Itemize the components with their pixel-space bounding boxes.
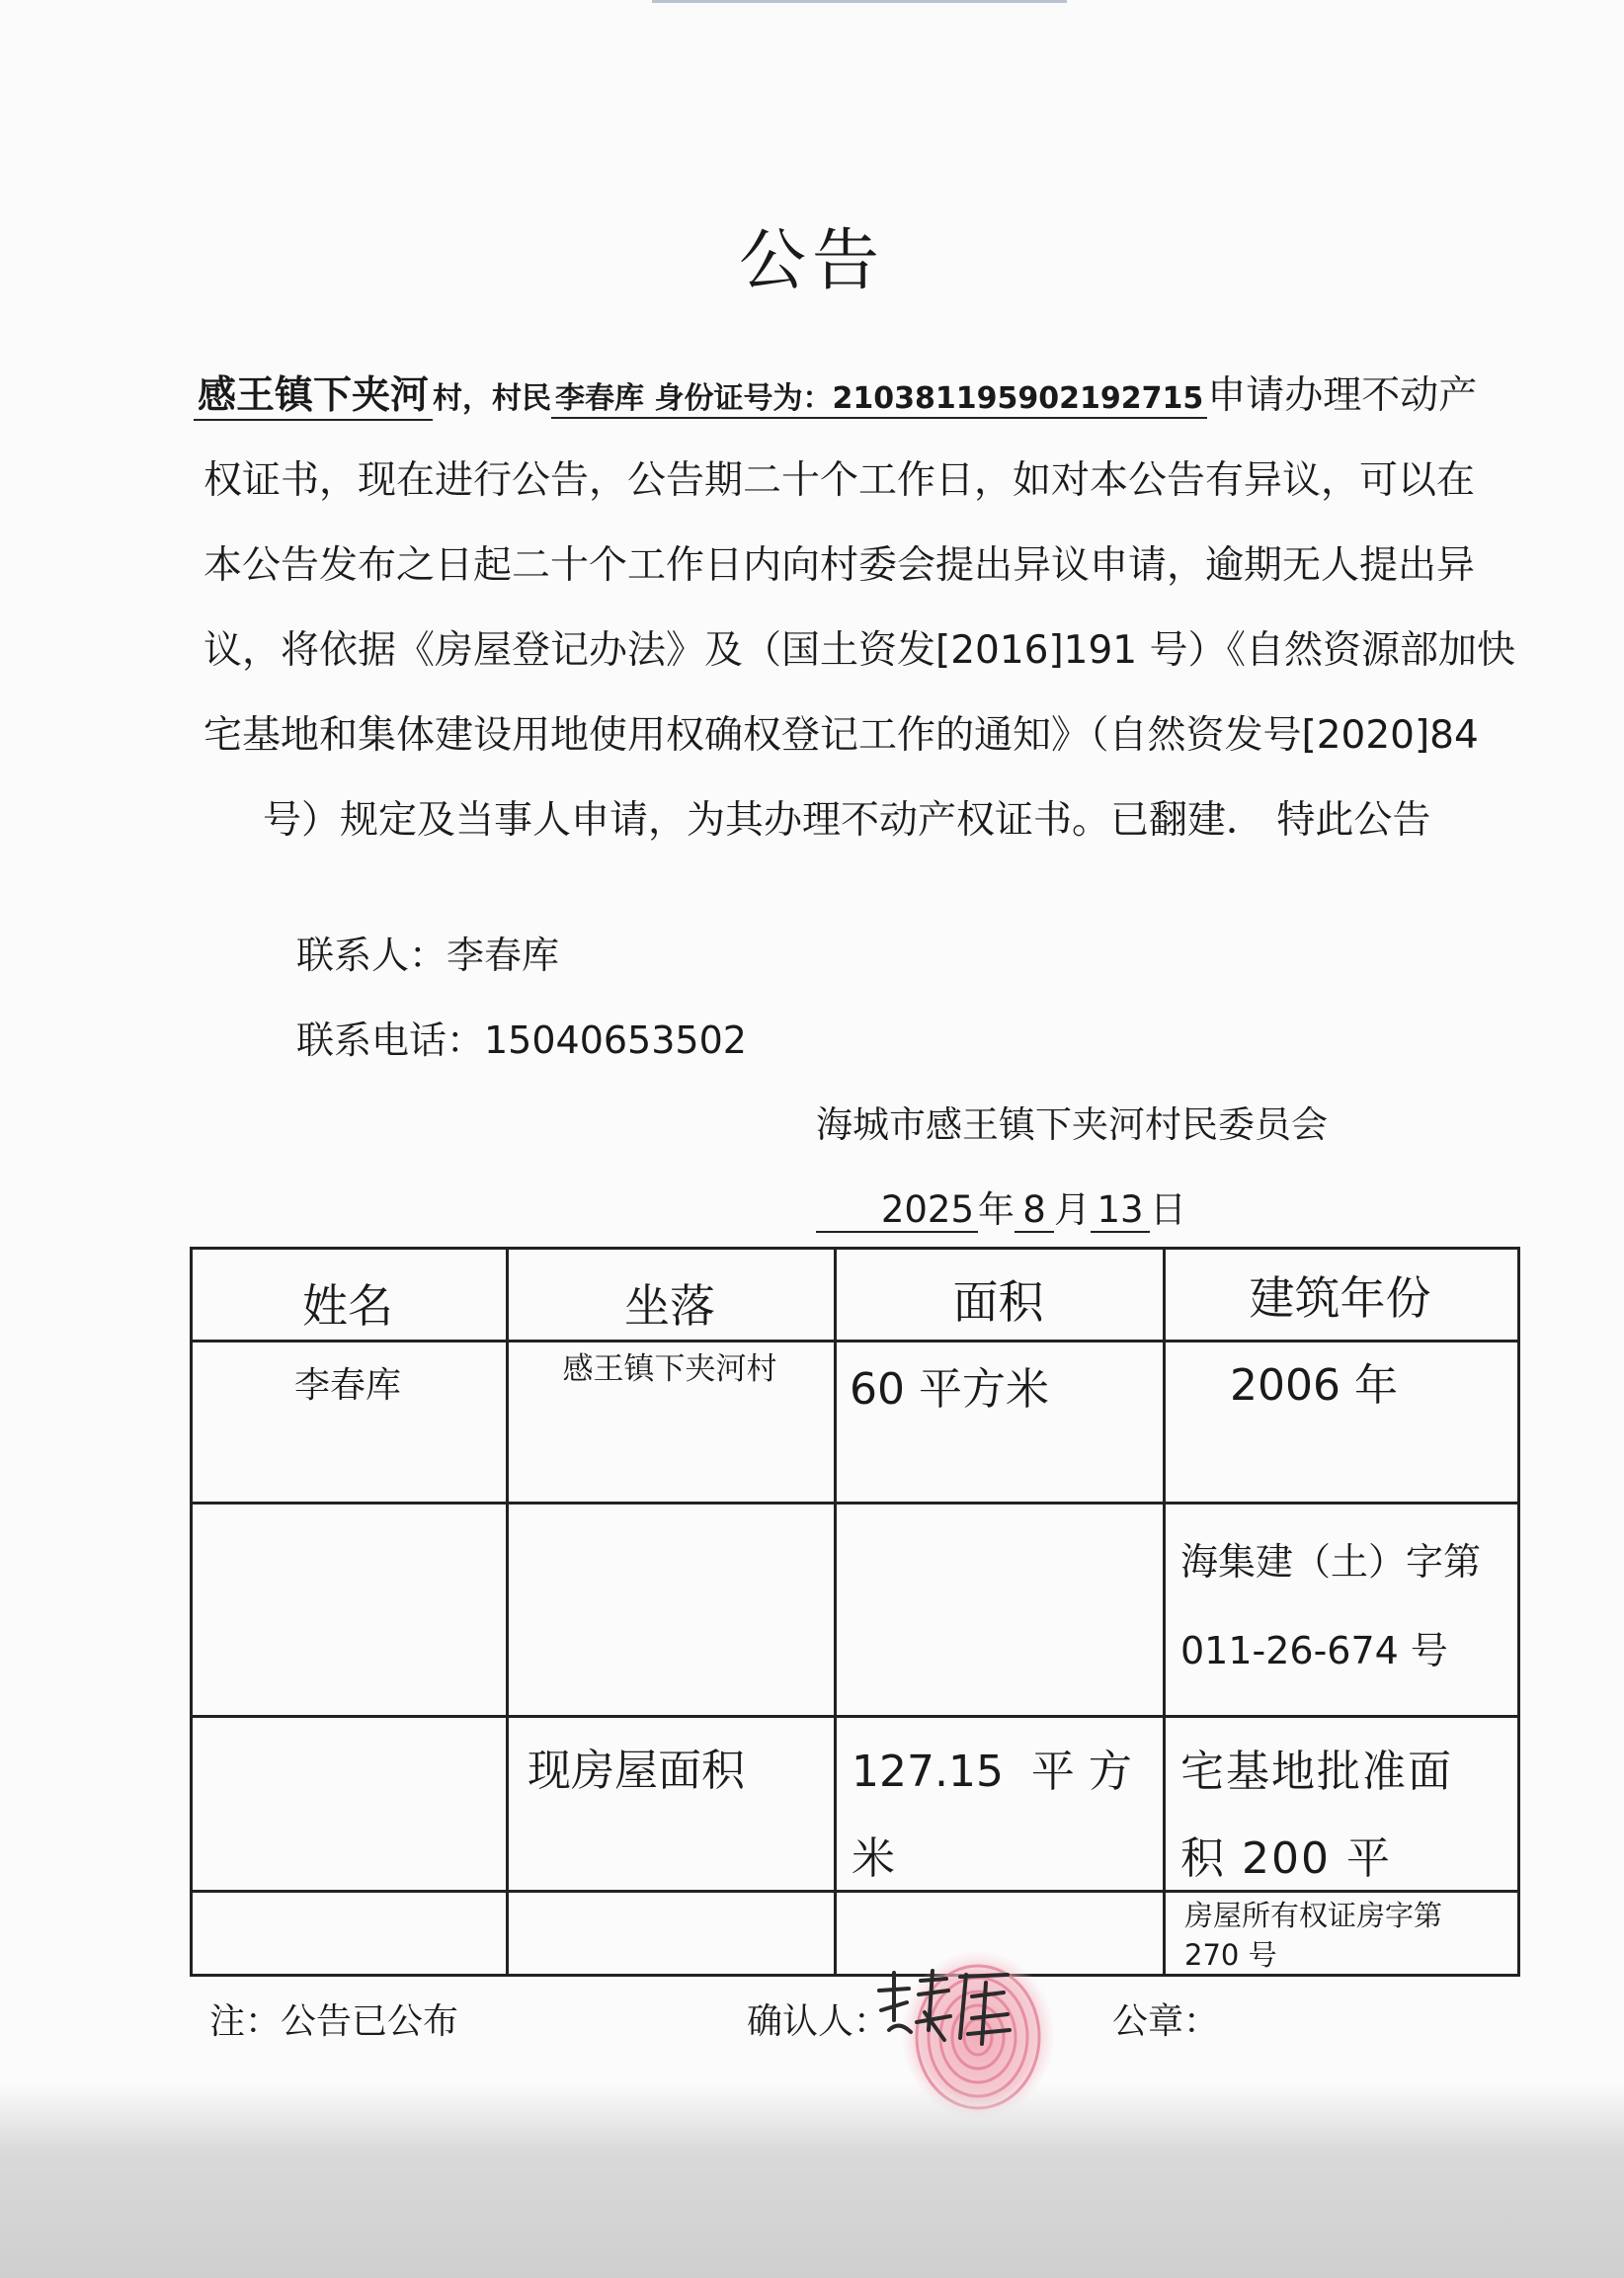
current-area-line-1: 127.15 平 方	[852, 1747, 1132, 1797]
body-line-6: 号）规定及当事人申请，为其办理不动产权证书。已翻建． 特此公告	[263, 798, 1431, 843]
body-line-2: 权证书，现在进行公告，公告期二十个工作日，如对本公告有异议，可以在	[203, 458, 1476, 503]
approved-area-line-2: 积 200 平	[1180, 1833, 1392, 1884]
id-number: 210381195902192715	[832, 381, 1204, 416]
cell-current-area-label: 现房屋面积	[506, 1715, 837, 1893]
issuer-name: 海城市感王镇下夹河村民委员会	[816, 1103, 1328, 1146]
cell-land-cert	[1163, 1502, 1520, 1718]
resident-name: 李春库	[555, 381, 645, 416]
header-area: 面积	[834, 1247, 1166, 1342]
cell-empty-r3c1	[190, 1715, 509, 1893]
notice-title: 公告	[738, 222, 885, 300]
cell-empty-r4c1	[190, 1890, 509, 1977]
cell-approved-area	[1163, 1715, 1520, 1893]
seal-label: 公章：	[1112, 2001, 1220, 2042]
cell-current-area-value	[834, 1715, 1166, 1893]
cell-empty-r2c2	[506, 1502, 837, 1718]
village-name: 感王镇下夹河	[194, 373, 433, 421]
cell-empty-r4c2	[506, 1890, 837, 1977]
cell-owner-name: 李春库	[190, 1340, 509, 1505]
header-name: 姓名	[190, 1247, 509, 1342]
header-build-year: 建筑年份	[1163, 1247, 1520, 1342]
resident-and-id	[551, 381, 1207, 419]
cell-ownership-cert	[1163, 1890, 1520, 1977]
date-year: 2025	[816, 1188, 978, 1233]
cell-location: 感王镇下夹河村	[506, 1340, 837, 1505]
confirmer-label: 确认人：	[747, 2001, 890, 2042]
cell-empty-r2c1	[190, 1502, 509, 1718]
land-cert-line-2: 011-26-674 号	[1180, 1629, 1448, 1672]
ownership-cert-line-1: 房屋所有权证房字第	[1184, 1899, 1443, 1932]
body-line-1	[194, 354, 1477, 442]
footer-note: 注：公告已公布	[209, 2001, 459, 2042]
scan-shadow	[0, 2084, 1624, 2278]
date-day: 13	[1091, 1188, 1150, 1233]
approved-area-line-1: 宅基地批准面	[1180, 1747, 1453, 1797]
handwritten-signature-icon	[869, 1961, 1017, 2050]
current-area-line-2: 米	[852, 1833, 895, 1884]
cell-empty-r2c3	[834, 1502, 1166, 1718]
land-cert-line-1: 海集建（土）字第	[1180, 1540, 1482, 1584]
date-day-unit: 日	[1150, 1188, 1186, 1231]
contact-person: 联系人：李春库	[296, 934, 560, 977]
body-line-1-tail: 申请办理不动产	[1207, 373, 1478, 418]
date-month-unit: 月	[1054, 1188, 1091, 1231]
body-line-5: 宅基地和集体建设用地使用权确权登记工作的通知》（自然资发号[2020]84	[203, 713, 1479, 758]
cell-build-year: 2006 年	[1163, 1340, 1520, 1505]
cell-area: 60 平方米	[834, 1340, 1166, 1505]
scan-edge-mark	[652, 0, 1067, 3]
contact-phone: 联系电话：15040653502	[296, 1018, 747, 1062]
date-month: 8	[1015, 1188, 1054, 1233]
date-year-unit: 年	[978, 1188, 1015, 1231]
body-line-4: 议，将依据《房屋登记办法》及（国土资发[2016]191 号）《自然资源部加快	[203, 628, 1516, 673]
id-label: 身份证号为：	[654, 381, 833, 416]
body-line-3: 本公告发布之日起二十个工作日内向村委会提出异议申请，逾期无人提出异	[203, 543, 1476, 588]
ownership-cert-line-2: 270 号	[1184, 1938, 1277, 1972]
village-suffix: 村，村民	[433, 381, 552, 416]
header-location: 坐落	[506, 1247, 837, 1342]
issue-date	[816, 1180, 1186, 1233]
